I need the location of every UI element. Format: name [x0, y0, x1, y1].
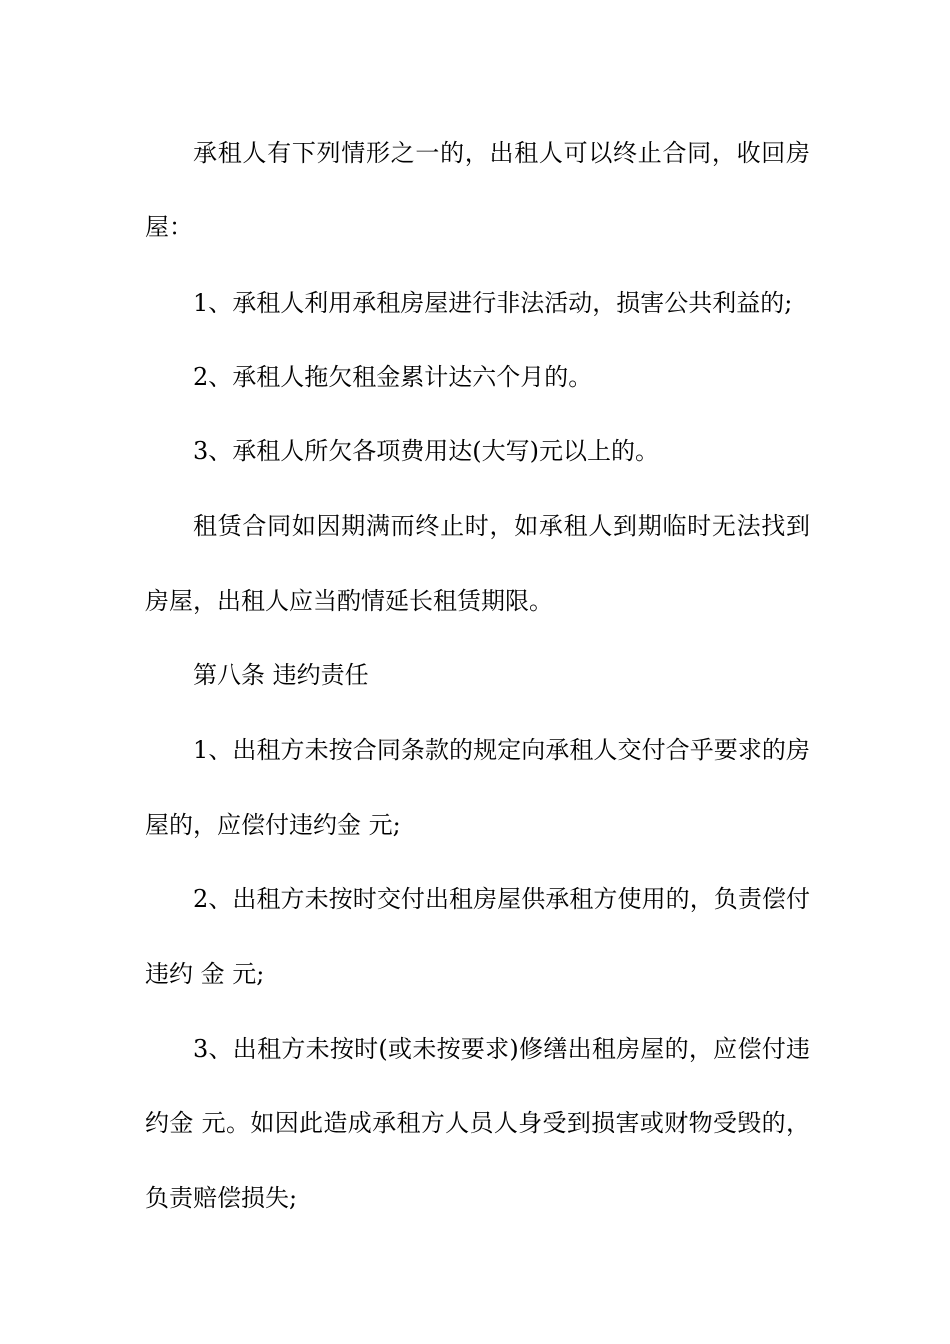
- list-item: 3、出租方未按时(或未按要求)修缮出租房屋的，应偿付违: [193, 1035, 810, 1063]
- paragraph-line: 违约 金 元;: [145, 960, 265, 988]
- list-item: 1、承租人利用承租房屋进行非法活动，损害公共利益的;: [193, 289, 793, 317]
- paragraph-line: 负责赔偿损失;: [145, 1184, 298, 1212]
- paragraph-line: 租赁合同如因期满而终止时，如承租人到期临时无法找到: [193, 512, 810, 540]
- list-item: 2、出租方未按时交付出租房屋供承租方使用的，负责偿付: [193, 885, 810, 913]
- paragraph-line: 承租人有下列情形之一的，出租人可以终止合同，收回房: [193, 139, 810, 167]
- paragraph-line: 屋：: [145, 213, 193, 241]
- paragraph-line: 房屋，出租人应当酌情延长租赁期限。: [145, 587, 553, 615]
- section-heading: 第八条 违约责任: [193, 661, 369, 689]
- paragraph-line: 屋的，应偿付违约金 元;: [145, 811, 401, 839]
- list-item: 1、出租方未按合同条款的规定向承租人交付合乎要求的房: [193, 736, 810, 764]
- list-item: 3、承租人所欠各项费用达(大写)元以上的。: [193, 437, 659, 465]
- paragraph-line: 约金 元。如因此造成承租方人员人身受到损害或财物受毁的，: [145, 1109, 810, 1137]
- list-item: 2、承租人拖欠租金累计达六个月的。: [193, 363, 593, 391]
